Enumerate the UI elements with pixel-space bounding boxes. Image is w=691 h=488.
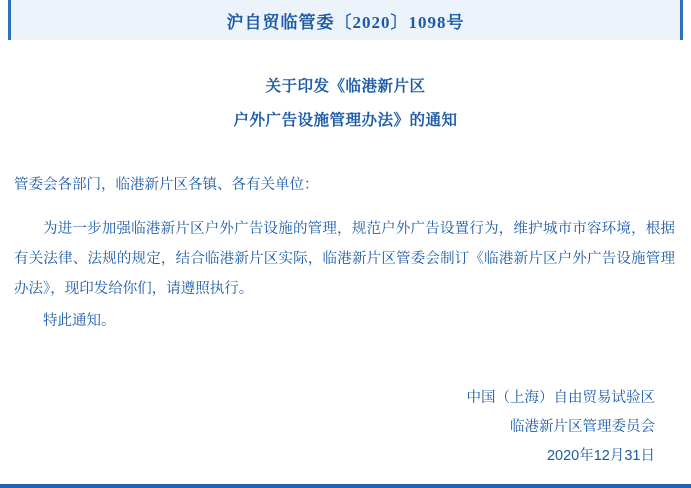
document-number: 沪自贸临管委〔2020〕1098号 bbox=[226, 12, 465, 32]
signature-date: 2020年12月31日 bbox=[546, 448, 655, 464]
salutation: 管委会各部门，临港新片区各镇、各有关单位： bbox=[14, 177, 319, 193]
body-paragraph: 特此通知。 bbox=[43, 313, 116, 329]
document-body bbox=[0, 170, 691, 336]
document-number-banner bbox=[0, 0, 691, 40]
document-title bbox=[0, 70, 691, 138]
title-line-2: 户外广告设施管理办法》的通知 bbox=[233, 112, 458, 129]
signature-line: 临港新片区管理委员会 bbox=[510, 419, 655, 435]
title-line-1: 关于印发《临港新片区 bbox=[265, 78, 426, 95]
bottom-rule bbox=[0, 484, 691, 488]
body-paragraph: 为进一步加强临港新片区户外广告设施的管理，规范户外广告设置行为，维护城市市容环境，根据有关法律、法规的规定，结合临港新片区实际，临港新片区管委会制订《临港新片区户外广告设施管理办法》，现印发给你们，请遵照执行。 bbox=[14, 221, 675, 297]
signature-block bbox=[0, 384, 691, 471]
signature-line: 中国（上海）自由贸易试验区 bbox=[466, 390, 655, 406]
